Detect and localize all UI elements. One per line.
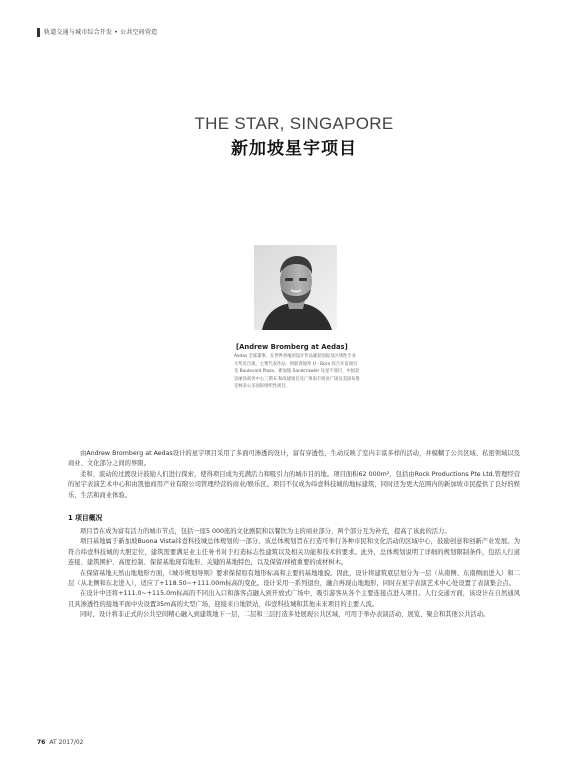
section-body xyxy=(68,527,520,621)
section-paragraph: 同时，设计将非正式的公共空间精心融入到建筑地下一层，二层和三层打造多处展现公共区域，可用于举办表演活动、展览、聚会和其他公共活动。 xyxy=(80,611,490,619)
section-paragraph: 项目旨在成为富有活力的城市节点，包括一座5 000座的文化剧院和以餐饮为主的商业部分，两个部分互为补充，提高了该此的活力。 xyxy=(80,528,451,535)
title-english: THE STAR, SINGAPORE xyxy=(194,114,394,133)
running-title: 轨道交通与城市综合开发 • 公共空间营造 xyxy=(44,29,158,36)
intro-paragraph: 由Andrew Bromberg at Aedas设计的星宇项目采用了多面可渗透的设计，富有穿透性，生动反映了室内丰富多样的活动，并模糊了公共区域、私密领域以及商业、文化部分之间的界限。 xyxy=(68,450,520,468)
title-chinese: 新加坡星宇项目 xyxy=(231,139,357,159)
page-footer xyxy=(37,739,84,746)
section-paragraph: 项目基地属于新加坡Buona Vista纬壹科技城总体规划的一部分。该总体规划旨在打造可举行各种市民和文化活动的区域中心，鼓励创意和创新产业发展。为符合纬壹科技城的大胆定位，建筑需要满足业主任务书对于打造标志性建筑以及相关功能和技术的要求。此外，总体规划说明了详细的规划限制条件，包括人行道连接、建筑围护、高度控制、保留基地现有地形、关键的基地特色，以及保留/移植重要的成材树木。 xyxy=(68,538,520,567)
intro-paragraph: 柔和、流动的过渡设计鼓励人们进行探索，使得项目成为充满活力和吸引力的城市目的地。项目面积62 000m²，包括由Rock Productions Pte Ltd.管理经营的星宇表演艺术中心和由凯德商用产业有限公司管理经营的商业/娱乐区。项目不仅成为纬壹科技城的地标建筑，同时还为更大范围内的新加坡市民提供了良好的娱乐、生活和商业体验。 xyxy=(68,470,520,499)
section-paragraph: 在设计中还将+111.0~+115.0m标高的不同出入口和落客点融入到开放式广场中，吸引游客从各个主要连接点进入项目。人行交通方面，该设计在自然通风且具渗透性的接地平面中央设置35m高的大型广场，迎接来自地铁站、纬壹科技城和其他未来项目的主要人流。 xyxy=(68,590,520,608)
architect-bio: Aedas 全球董事。在世界各地的设计作品屡获国际及区域性专业大奖近百项。主要代表作品：阿联酋迪拜 U - Bora 综合开发项目及 Boulevard Plaza、新加坡 Sandcrawler 及星宇项目、中国北京丽泽商务中心三期 E 和改建项目及广州南丰商业广场及美国布鲁克林多公多国际组织性项目。 xyxy=(234,354,360,390)
intro-text xyxy=(68,449,520,501)
section-heading: 1 项目概况 xyxy=(68,514,103,522)
journal-issue: AT 2017/02 xyxy=(49,739,84,746)
header-bar xyxy=(37,28,40,37)
page-number: 76 xyxy=(37,739,46,746)
section-paragraph: 在保留基地天然山地地形方面，《城市规划导则》要求保留原有地形标高和主要的基地地貌。因此，设计将建筑底层划分为一层（从南侧、东南侧而进入）和二层（从北侧和东北进入），适应了+118.50~+111.00m标高的变化。设计采用一系列退台，融合再现山地地形，同时在星宇表演艺术中心处设置了表演集会点。 xyxy=(68,569,520,588)
portrait-caption-name: [Andrew Bromberg at Aedas] xyxy=(236,343,348,351)
portrait-image xyxy=(254,245,337,330)
architect-portrait-photo xyxy=(254,245,337,330)
running-header xyxy=(37,27,157,37)
